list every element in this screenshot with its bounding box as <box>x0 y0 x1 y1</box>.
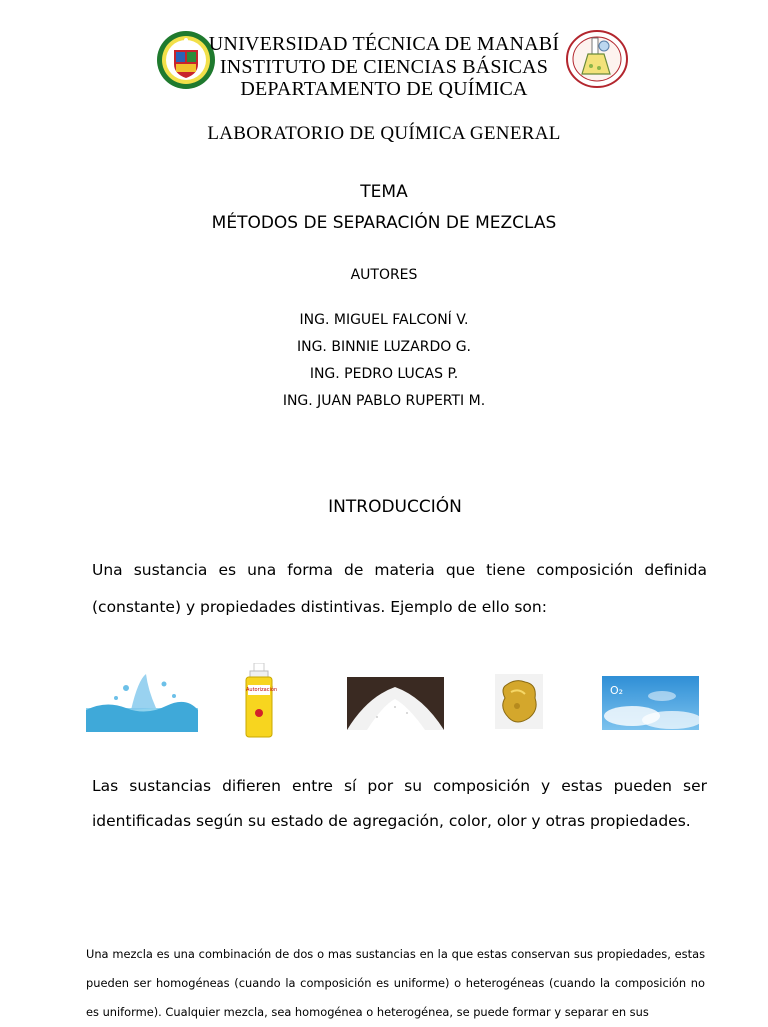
author-1: ING. MIGUEL FALCONÍ V. <box>299 312 469 328</box>
author-3: ING. PEDRO LUCAS P. <box>309 366 459 382</box>
paragraph-mixture: Una mezcla es una combinación de dos o mas sustancias en la que estas conservan sus propiedades, estas pueden ser homogéneas (cuando la composición es uniforme) o heterogéneas (cuando la composición no es uniforme). Cualquier mezcla, sea homogénea o heterogénea, se puede formar y separar en sus <box>86 947 705 1019</box>
o2-label: O₂ <box>610 684 624 697</box>
intro-heading: INTRODUCCIÓN <box>328 497 462 517</box>
lab-title: LABORATORIO DE QUÍMICA GENERAL <box>207 123 561 144</box>
university-name: UNIVERSIDAD TÉCNICA DE MANABÍ <box>208 33 560 55</box>
department-name: DEPARTAMENTO DE QUÍMICA <box>240 78 528 100</box>
author-2: ING. BINNIE LUZARDO G. <box>296 339 471 355</box>
paragraph-differences: Las sustancias difieren entre sí por su composición y estas pueden ser identificadas según su estado de agregación, color, olor y otras propiedades. <box>92 777 707 830</box>
gold-nugget-image <box>495 674 543 729</box>
paragraph-substance: Una sustancia es una forma de materia que tiene composición definida (constante) y propiedades distintivas. Ejemplo de ello son: <box>92 561 707 616</box>
bottle-label: Autorización <box>246 687 278 693</box>
water-splash-image <box>86 670 198 732</box>
author-4: ING. JUAN PABLO RUPERTI M. <box>282 393 486 409</box>
salt-pile-image <box>347 677 444 730</box>
tema-label: TEMA <box>360 182 408 202</box>
chemistry-department-logo <box>566 30 628 88</box>
chemical-bottle-image <box>244 663 278 739</box>
institute-name: INSTITUTO DE CIENCIAS BÁSICAS <box>219 56 549 78</box>
tema-title: MÉTODOS DE SEPARACIÓN DE MEZCLAS <box>211 213 557 233</box>
autores-label: AUTORES <box>350 267 418 283</box>
